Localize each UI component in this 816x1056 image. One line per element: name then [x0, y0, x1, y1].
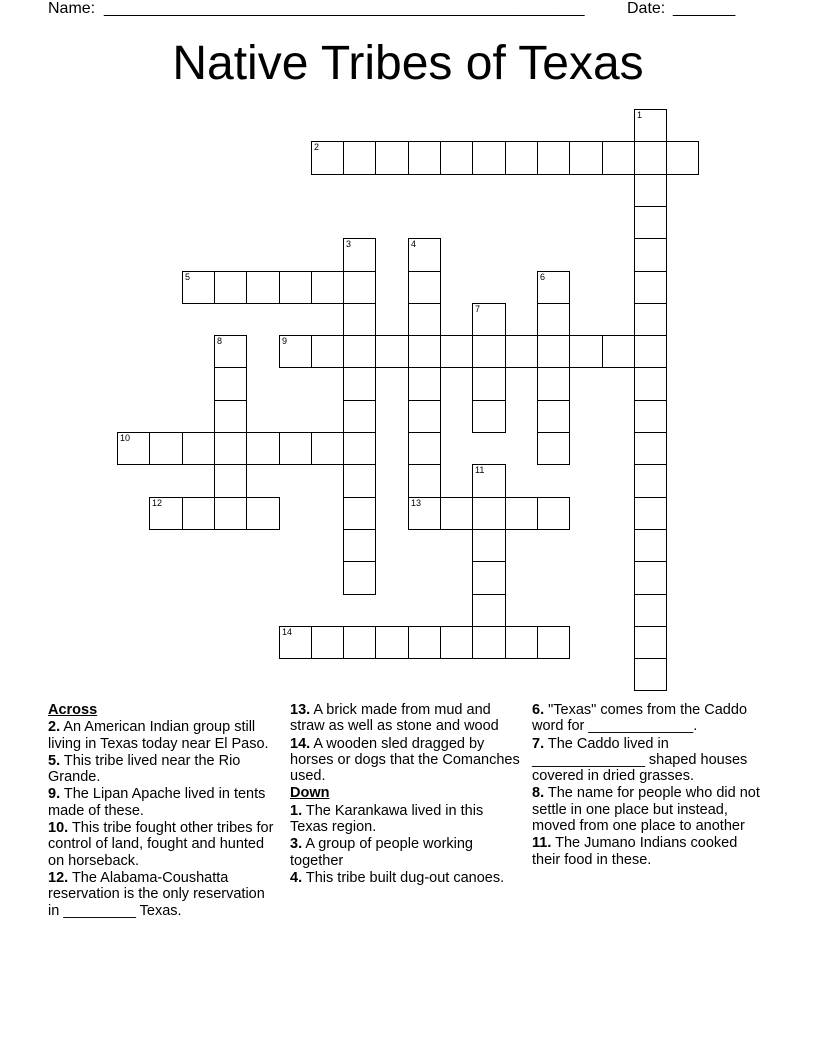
clue-text: The Jumano Indians cooked their food in these.: [532, 835, 738, 868]
grid-cell[interactable]: [634, 141, 667, 175]
grid-cell[interactable]: [440, 141, 473, 175]
clue-number: 14.: [290, 735, 311, 752]
clue-down-8: [532, 785, 764, 834]
clue-text: A wooden sled dragged by horses or dogs that the Comanches used.: [290, 735, 520, 785]
clue-number: 7.: [532, 735, 545, 752]
clue-across-12: [48, 870, 280, 919]
grid-cell[interactable]: [569, 141, 603, 175]
grid-cell[interactable]: [343, 400, 376, 433]
across-heading: Across: [48, 702, 98, 718]
grid-cell[interactable]: [634, 174, 667, 207]
grid-cell[interactable]: [408, 238, 441, 272]
grid-cell[interactable]: [343, 626, 376, 659]
clue-down-3: [290, 836, 522, 869]
grid-cell[interactable]: [343, 529, 376, 562]
grid-cell[interactable]: [214, 497, 247, 530]
grid-cell[interactable]: [634, 367, 667, 401]
grid-cell[interactable]: [472, 141, 506, 175]
clue-across-10: [48, 820, 280, 869]
grid-cell[interactable]: [149, 497, 183, 530]
cell-number: 13: [411, 498, 422, 508]
clue-down-4: [290, 870, 522, 886]
grid-cell[interactable]: [472, 303, 506, 336]
clue-text: The name for people who did not settle in one place but instead, moved from one place to another: [532, 785, 760, 835]
grid-cell[interactable]: [311, 432, 344, 465]
cell-number: 3: [346, 239, 352, 249]
clue-text: The Lipan Apache lived in tents made of these.: [48, 786, 266, 819]
grid-cell[interactable]: [472, 400, 506, 433]
grid-cell[interactable]: [375, 141, 409, 175]
grid-cell[interactable]: [440, 497, 473, 530]
name-label: Name:: [48, 0, 96, 17]
clue-column-3: [532, 702, 764, 869]
grid-cell[interactable]: [537, 303, 570, 336]
grid-cell[interactable]: [149, 432, 183, 465]
grid-cell[interactable]: [537, 432, 570, 465]
grid-cell[interactable]: [214, 464, 247, 498]
grid-cell[interactable]: [311, 271, 344, 304]
grid-cell[interactable]: [343, 303, 376, 336]
clue-text: A group of people working together: [290, 836, 473, 869]
grid-cell[interactable]: [505, 626, 538, 659]
clue-number: 11.: [532, 835, 552, 852]
grid-cell[interactable]: [408, 141, 441, 175]
grid-cell[interactable]: [537, 335, 570, 368]
grid-cell[interactable]: [279, 335, 312, 368]
grid-cell[interactable]: [311, 626, 344, 659]
date-label: Date:: [627, 0, 666, 17]
grid-cell[interactable]: [505, 335, 538, 368]
grid-cell[interactable]: [182, 497, 215, 530]
grid-cell[interactable]: [440, 335, 473, 368]
grid-cell[interactable]: [214, 367, 247, 401]
cell-number: 9: [282, 336, 288, 346]
cell-number: 10: [120, 433, 131, 443]
clue-text: The Caddo lived in ______________ shaped houses covered in dried grasses.: [532, 735, 748, 785]
cell-number: 14: [282, 627, 293, 637]
grid-cell[interactable]: [343, 141, 376, 175]
grid-cell[interactable]: [214, 400, 247, 433]
grid-cell[interactable]: [343, 497, 376, 530]
grid-cell[interactable]: [311, 141, 344, 175]
grid-cell[interactable]: [569, 335, 603, 368]
clue-number: 10.: [48, 820, 69, 837]
clue-across-13: [290, 702, 522, 735]
grid-cell[interactable]: [634, 464, 667, 498]
grid-cell[interactable]: [505, 497, 538, 530]
clue-text: This tribe lived near the Rio Grande.: [48, 752, 241, 786]
grid-cell[interactable]: [343, 335, 376, 368]
clue-text: A brick made from mud and straw as well as stone and wood: [290, 702, 499, 735]
grid-cell[interactable]: [408, 626, 441, 659]
grid-cell[interactable]: [634, 109, 667, 142]
grid-cell[interactable]: [634, 626, 667, 659]
grid-cell[interactable]: [408, 400, 441, 433]
grid-cell[interactable]: [537, 141, 570, 175]
name-field[interactable]: ______________________________________________________: [104, 0, 585, 17]
clue-down-11: [532, 835, 764, 868]
grid-cell[interactable]: [537, 367, 570, 401]
clue-number: 5.: [48, 752, 61, 769]
down-heading: Down: [290, 785, 330, 802]
clue-across-14: [290, 736, 522, 785]
grid-cell[interactable]: [666, 141, 699, 175]
grid-cell[interactable]: [343, 238, 376, 272]
grid-cell[interactable]: [472, 367, 506, 401]
grid-cell[interactable]: [117, 432, 150, 465]
cell-number: 7: [475, 304, 481, 314]
clue-number: 8.: [532, 785, 545, 802]
clue-text: The Alabama-Coushatta reservation is the only reservation in _________ Texas.: [48, 869, 265, 919]
grid-cell[interactable]: [537, 400, 570, 433]
clue-text: The Karankawa lived in this Texas region.: [290, 802, 484, 836]
grid-cell[interactable]: [602, 141, 635, 175]
grid-cell[interactable]: [472, 561, 506, 595]
grid-cell[interactable]: [634, 594, 667, 627]
grid-cell[interactable]: [279, 432, 312, 465]
grid-cell[interactable]: [343, 271, 376, 304]
clue-across-5: [48, 753, 280, 786]
grid-cell[interactable]: [537, 626, 570, 659]
clue-text: This tribe fought other tribes for control of land, fought and hunted on horseback.: [48, 820, 274, 869]
grid-cell[interactable]: [408, 335, 441, 368]
clue-down-1: [290, 803, 522, 836]
grid-cell[interactable]: [634, 658, 667, 691]
cell-number: 5: [185, 272, 191, 282]
grid-cell[interactable]: [408, 303, 441, 336]
grid-cell[interactable]: [634, 303, 667, 336]
clue-number: 12.: [48, 869, 69, 886]
grid-cell[interactable]: [279, 271, 312, 304]
clue-down-6: [532, 702, 764, 735]
clue-number: 9.: [48, 786, 61, 803]
grid-cell[interactable]: [246, 497, 280, 530]
clue-text: "Texas" comes from the Caddo word for _____________.: [532, 702, 748, 735]
grid-cell[interactable]: [472, 335, 506, 368]
clue-across-9: [48, 786, 280, 819]
grid-cell[interactable]: [214, 335, 247, 368]
grid-cell[interactable]: [634, 400, 667, 433]
clue-down-7: [532, 736, 764, 785]
grid-cell[interactable]: [408, 367, 441, 401]
grid-cell[interactable]: [472, 497, 506, 530]
clue-column-1: [48, 702, 280, 920]
grid-cell[interactable]: [214, 271, 247, 304]
date-field[interactable]: _______: [673, 0, 736, 17]
clue-across-2: [48, 719, 280, 752]
cell-number: 4: [411, 239, 417, 249]
grid-cell[interactable]: [408, 271, 441, 304]
grid-cell[interactable]: [634, 206, 667, 239]
grid-cell[interactable]: [182, 271, 215, 304]
cell-number: 2: [314, 142, 320, 152]
grid-cell[interactable]: [343, 464, 376, 498]
clue-column-2: [290, 702, 522, 887]
grid-cell[interactable]: [472, 626, 506, 659]
grid-cell[interactable]: [246, 432, 280, 465]
grid-cell[interactable]: [408, 497, 441, 530]
grid-cell[interactable]: [311, 335, 344, 368]
clue-number: 13.: [290, 702, 311, 718]
grid-cell[interactable]: [375, 626, 409, 659]
grid-cell[interactable]: [602, 335, 635, 368]
clue-number: 6.: [532, 702, 545, 718]
grid-cell[interactable]: [634, 238, 667, 272]
grid-cell[interactable]: [505, 141, 538, 175]
grid-cell[interactable]: [279, 626, 312, 659]
cell-number: 1: [637, 110, 643, 120]
grid-cell[interactable]: [634, 561, 667, 595]
grid-cell[interactable]: [246, 271, 280, 304]
cell-number: 12: [152, 498, 163, 508]
grid-cell[interactable]: [634, 432, 667, 465]
clue-text: This tribe built dug-out canoes.: [305, 869, 505, 886]
grid-cell[interactable]: [472, 464, 506, 498]
grid-cell[interactable]: [472, 594, 506, 627]
grid-cell[interactable]: [634, 271, 667, 304]
grid-cell[interactable]: [343, 432, 376, 465]
cell-number: 6: [540, 272, 546, 282]
grid-cell[interactable]: [343, 367, 376, 401]
grid-cell[interactable]: [182, 432, 215, 465]
grid-cell[interactable]: [375, 335, 409, 368]
grid-cell[interactable]: [408, 432, 441, 465]
grid-cell[interactable]: [634, 529, 667, 562]
page-title: Native Tribes of Texas: [172, 37, 644, 90]
clue-number: 4.: [290, 869, 303, 886]
grid-cell[interactable]: [537, 497, 570, 530]
cell-number: 11: [475, 465, 485, 475]
grid-cell[interactable]: [634, 497, 667, 530]
grid-cell[interactable]: [408, 464, 441, 498]
grid-cell[interactable]: [472, 529, 506, 562]
cell-number: 8: [217, 336, 223, 346]
grid-cell[interactable]: [440, 626, 473, 659]
clue-number: 2.: [48, 719, 61, 736]
clue-number: 3.: [290, 836, 303, 853]
grid-cell[interactable]: [634, 335, 667, 368]
clue-text: An American Indian group still living in Texas today near El Paso.: [48, 719, 269, 752]
grid-cell[interactable]: [214, 432, 247, 465]
grid-cell[interactable]: [343, 561, 376, 595]
grid-cell[interactable]: [537, 271, 570, 304]
clue-number: 1.: [290, 802, 303, 819]
